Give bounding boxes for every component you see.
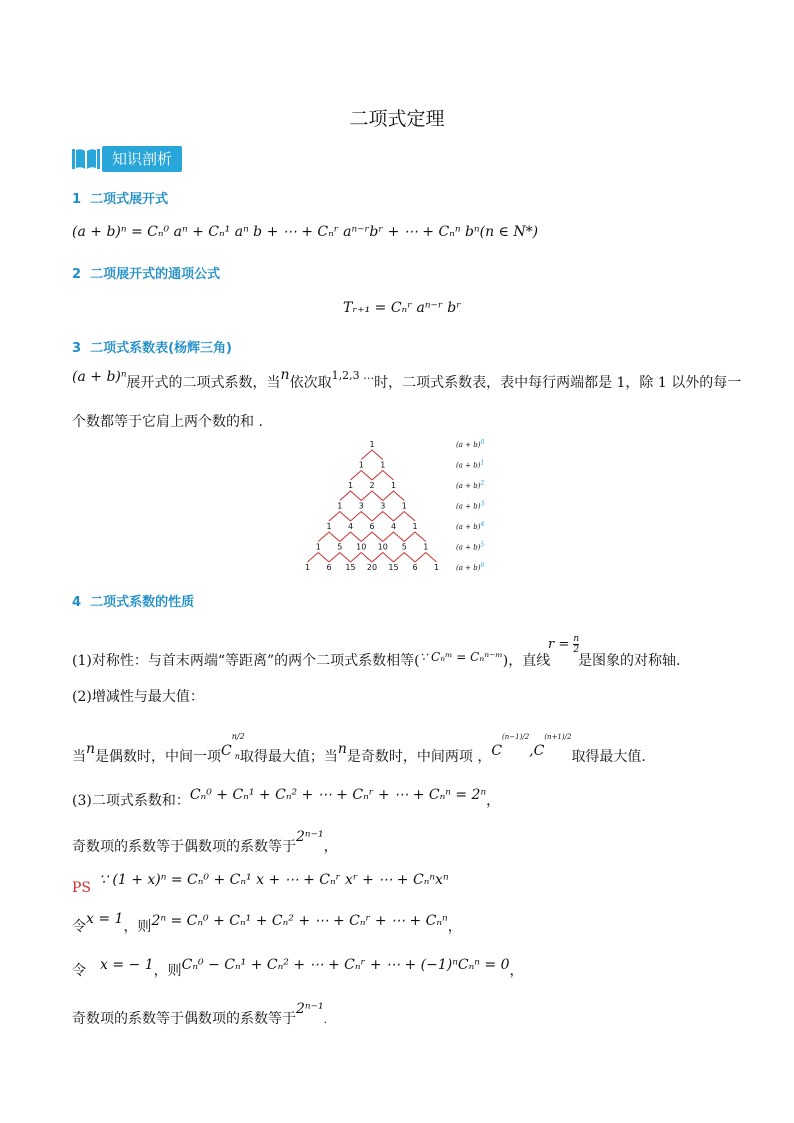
pascal-number: 1 bbox=[358, 460, 364, 470]
pascal-number: 4 bbox=[347, 522, 354, 531]
section-2-heading: 2 二项展开式的通项公式 bbox=[72, 267, 221, 282]
pascal-number: 6 bbox=[369, 522, 375, 531]
pascal-number: 5 bbox=[401, 542, 407, 552]
section-4-heading: 4 二项式系数的性质 bbox=[72, 595, 195, 610]
pascal-number: 1 bbox=[337, 501, 343, 511]
pascal-number: 15 bbox=[345, 563, 356, 572]
pascal-connector bbox=[351, 553, 373, 563]
pascal-connector bbox=[340, 532, 362, 542]
pascal-number: 10 bbox=[356, 542, 367, 552]
pascal-connector bbox=[404, 532, 426, 542]
pascal-number: 1 bbox=[423, 542, 429, 552]
pascal-row-exponent: 5 bbox=[480, 541, 485, 549]
pascal-number: 1 bbox=[369, 440, 375, 449]
pascal-connector bbox=[361, 450, 383, 460]
pascal-triangle bbox=[290, 435, 510, 580]
odd-even-statement-1: 奇数项的系数等于偶数项的系数等于2ⁿ⁻¹， bbox=[72, 829, 338, 855]
pascal-number: 20 bbox=[366, 563, 378, 572]
pascal-number: 1 bbox=[401, 501, 407, 511]
pascal-connector bbox=[383, 532, 405, 542]
pascal-number: 15 bbox=[388, 563, 399, 572]
section-3-heading: 3 二项式系数表(杨辉三角) bbox=[72, 341, 232, 356]
property-monotonic: (2)增减性与最大值： bbox=[72, 689, 204, 705]
pascal-intro-line2: 个数都等于它肩上两个数的和 . bbox=[72, 414, 263, 430]
pascal-number: 1 bbox=[412, 522, 418, 531]
pascal-number: 3 bbox=[358, 501, 364, 511]
pascal-number: 6 bbox=[412, 563, 418, 572]
pascal-connector bbox=[318, 532, 340, 542]
pascal-number: 1 bbox=[433, 563, 440, 572]
pascal-row-exponent: 4 bbox=[480, 521, 485, 528]
pascal-number: 3 bbox=[380, 501, 386, 511]
pascal-row-label: (a + b)6 bbox=[456, 562, 485, 572]
general-term-formula: Tᵣ₊₁ = Cₙʳ aⁿ⁻ʳ bʳ bbox=[343, 300, 462, 316]
pascal-connector bbox=[361, 491, 383, 501]
pascal-connector bbox=[372, 512, 394, 522]
pascal-number: 1 bbox=[304, 563, 311, 572]
property-symmetry: (1)对称性：与首末两端“等距离”的两个二项式系数相等(∵ Cₙᵐ = Cₙⁿ⁻ᵐ)，直线 bbox=[72, 650, 551, 669]
pascal-connector bbox=[351, 512, 373, 522]
pascal-number: 1 bbox=[326, 522, 332, 531]
symmetry-axis-r: r = $\frac{n}{2}$ bbox=[548, 634, 580, 655]
pascal-number: 5 bbox=[337, 542, 343, 552]
pascal-number: 1 bbox=[347, 481, 354, 490]
pascal-number: 1 bbox=[315, 542, 321, 552]
property-max-line: 当n是偶数时，中间一项$C^{n/2}_n$取得最大值；当n是奇数时，中间两项 ，$C^{(n-1)/2},C^{(n+1)/2}$取得最大值. bbox=[72, 732, 646, 765]
pascal-row-exponent: 0 bbox=[480, 439, 485, 446]
pascal-row-exponent: 1 bbox=[480, 459, 485, 467]
pascal-row-label: (a + b)2 bbox=[456, 480, 485, 490]
pascal-connector bbox=[394, 553, 416, 563]
pascal-connector bbox=[361, 532, 383, 542]
pascal-connector bbox=[329, 553, 351, 563]
section-1-heading: 1 二项式展开式 bbox=[72, 192, 169, 207]
pascal-row-exponent: 3 bbox=[480, 500, 485, 508]
pascal-connector bbox=[329, 512, 351, 522]
let-x-equals-1: 令x = 1，则2ⁿ = Cₙ⁰ + Cₙ¹ + Cₙ² + ⋯ + Cₙʳ + ⋯ + Cₙⁿ， bbox=[72, 911, 462, 935]
pascal-row-exponent: 2 bbox=[480, 480, 485, 487]
let-x-equals-minus-1: 令 x = − 1，则Cₙ⁰ − Cₙ¹ + Cₙ² + ⋯ + Cₙʳ + ⋯ + (−1)ⁿCₙⁿ = 0， bbox=[72, 957, 524, 979]
pascal-number: 10 bbox=[377, 542, 388, 552]
pascal-number: 1 bbox=[380, 460, 386, 470]
pascal-number: 1 bbox=[390, 481, 397, 490]
pascal-number: 6 bbox=[326, 563, 332, 572]
pascal-number: 4 bbox=[390, 522, 397, 531]
pascal-connector bbox=[372, 471, 394, 481]
pascal-connector bbox=[308, 553, 330, 563]
pascal-intro-line1: (a + b)ⁿ展开式的二项式系数，当n依次取$^{1,2,3 \dots}$时，二项式系数表，表中每行两端都是 1，除 1 以外的每一 bbox=[72, 367, 742, 391]
knowledge-banner bbox=[72, 146, 182, 172]
pascal-number: 2 bbox=[369, 481, 375, 490]
expansion-formula: (a + b)ⁿ = Cₙ⁰ aⁿ + Cₙ¹ aⁿ b + ⋯ + Cₙʳ aⁿ⁻ʳbʳ + ⋯ + Cₙⁿ bⁿ(n ∈ N*) bbox=[72, 224, 539, 240]
odd-even-statement-2: 奇数项的系数等于偶数项的系数等于2ⁿ⁻¹. bbox=[72, 1001, 328, 1027]
pascal-connector bbox=[372, 553, 394, 563]
banner-label: 知识剖析 bbox=[102, 146, 182, 172]
pascal-connector bbox=[394, 512, 416, 522]
ps-note: PS ∵ (1 + x)ⁿ = Cₙ⁰ + Cₙ¹ x + ⋯ + Cₙʳ xʳ + ⋯ + Cₙⁿxⁿ bbox=[72, 872, 449, 896]
pascal-row-label: (a + b)4 bbox=[456, 521, 485, 531]
pascal-connector bbox=[383, 491, 405, 501]
pascal-row-label: (a + b)3 bbox=[456, 500, 485, 511]
book-icon bbox=[72, 147, 100, 171]
pascal-row-label: (a + b)5 bbox=[456, 541, 485, 552]
pascal-row-exponent: 6 bbox=[480, 562, 485, 569]
page-title: 二项式定理 bbox=[349, 108, 445, 130]
property-sum: (3)二项式系数和：Cₙ⁰ + Cₙ¹ + Cₙ² + ⋯ + Cₙʳ + ⋯ + Cₙⁿ = 2ⁿ， bbox=[72, 787, 501, 809]
pascal-connector bbox=[340, 491, 362, 501]
pascal-connector bbox=[351, 471, 373, 481]
pascal-row-label: (a + b)0 bbox=[456, 439, 485, 449]
symmetry-end: 是图象的对称轴. bbox=[578, 653, 681, 669]
pascal-connector bbox=[415, 553, 437, 563]
pascal-row-label: (a + b)1 bbox=[456, 459, 485, 470]
